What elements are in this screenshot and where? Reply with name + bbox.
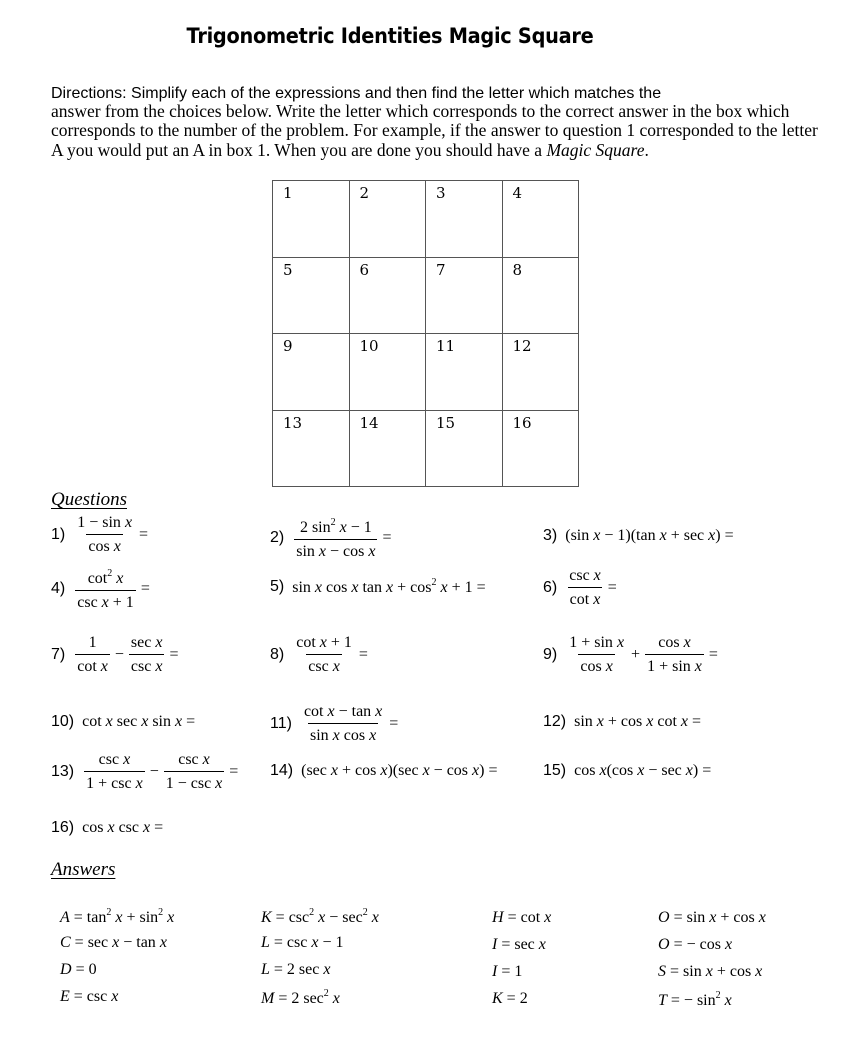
question-2: 2) $\frac{2 \sin^2 x - 1}{\text{sin x − cos x}}$ = [270, 517, 392, 560]
grid-cell-9[interactable]: 9 [273, 334, 350, 411]
grid-cell-2[interactable]: 2 [349, 181, 426, 258]
question-10: 10) cot x sec x sin x = [51, 713, 196, 730]
questions-heading: Questions [51, 489, 127, 510]
grid-cell-16[interactable]: 16 [502, 410, 579, 487]
grid-cell-15[interactable]: 15 [426, 410, 503, 487]
answer-E: E = csc x [60, 988, 119, 1005]
question-13: 13) $\frac{\text{csc x}}{\text{1 + csc x}}$ − $\frac{\text{csc x}}{\text{1 − csc x}}$ = [51, 751, 239, 792]
answer-D: D = 0 [60, 961, 97, 978]
grid-cell-3[interactable]: 3 [426, 181, 503, 258]
magic-square-grid [272, 180, 579, 487]
answer-I1: I = sec x [492, 936, 546, 953]
answer-L1: L = csc x − 1 [261, 934, 344, 951]
directions-text: answer from the choices below. Write the letter which corresponds to the correct answer in the box which corresponds to the number of the problem. For example, if the answer to question 1 corresponded to the letter A you would put an A in box 1. When you are done you should have a Magic Square. [51, 101, 818, 160]
answer-C: C = sec x − tan x [60, 934, 167, 951]
grid-cell-7[interactable]: 7 [426, 257, 503, 334]
answer-S: S = sin x + cos x [658, 963, 763, 980]
answer-K1: $K = \csc^2 x - \sec^2 x$ [261, 907, 379, 926]
question-5: 5) sin x cos x $\tan x + \cos^2 x + 1$ = [270, 577, 486, 596]
fraction: $\frac{\text{1 − sin x}}{\text{cos x}}$ [77, 514, 133, 555]
directions-first-line: Directions: Simplify each of the expressions and then find the letter which matches the [51, 85, 662, 102]
directions-emphasis: Magic Square [546, 139, 645, 160]
answer-L2: L = 2 sec x [261, 961, 331, 978]
page-title: Trigonometric Identities Magic Square [186, 24, 594, 48]
grid-cell-11[interactable]: 11 [426, 334, 503, 411]
grid-cell-14[interactable]: 14 [349, 410, 426, 487]
answer-A: $A = \tan^2 x + \sin^2 x$ [60, 907, 175, 926]
grid-cell-12[interactable]: 12 [502, 334, 579, 411]
question-1: 1) $\frac{\text{1 − sin x}}{\text{cos x}}$ = [51, 514, 149, 555]
question-8: 8) $\frac{\text{cot x + 1}}{\text{csc x}}$ = [270, 634, 368, 675]
grid-cell-5[interactable]: 5 [273, 257, 350, 334]
grid-cell-10[interactable]: 10 [349, 334, 426, 411]
answer-O1: O = sin x + cos x [658, 909, 766, 926]
directions-body: answer from the choices below. Write the letter which corresponds to the correct answer in the box which corresponds to the number of the problem. For example, if the answer to question 1 corresponded to the letter A you would put an A in box 1. When you are done you should have a [51, 101, 818, 160]
question-12: 12) sin x + cos x cot x = [543, 713, 702, 730]
grid-cell-8[interactable]: 8 [502, 257, 579, 334]
question-4: 4) $\frac{\cot^2 x}{\text{csc x + 1}}$ = [51, 568, 150, 611]
answer-H: H = cot x [492, 909, 552, 926]
answer-I2: I = 1 [492, 963, 523, 980]
question-14: 14) (sec x + cos x)(sec x − cos x) = [270, 762, 498, 779]
grid-cell-4[interactable]: 4 [502, 181, 579, 258]
question-6: 6) $\frac{\text{csc x}}{\text{cot x}}$ = [543, 567, 617, 608]
question-16: 16) cos x csc x = [51, 819, 164, 836]
answers-heading: Answers [51, 859, 116, 880]
question-7: 7) $\frac{1}{\text{cot x}}$ − $\frac{\text{sec x}}{\text{csc x}}$ = [51, 634, 179, 675]
answer-K2: K = 2 [492, 990, 528, 1007]
answer-M: M = 2 $\sec^2 x$ [261, 988, 340, 1007]
answer-O2: O = − cos x [658, 936, 733, 953]
grid-cell-13[interactable]: 13 [273, 410, 350, 487]
question-11: 11) $\frac{\text{cot x − tan x}}{\text{sin x cos x}}$ = [270, 703, 399, 744]
grid-cell-1[interactable]: 1 [273, 181, 350, 258]
grid-cell-6[interactable]: 6 [349, 257, 426, 334]
question-15: 15) cos x(cos x − sec x) = [543, 762, 712, 779]
answer-T: T = − $\sin^2 x$ [658, 990, 732, 1009]
question-9: 9) $\frac{\text{1 + sin x}}{\text{cos x}}$ + $\frac{\text{cos x}}{\text{1 + sin x}}$ = [543, 634, 718, 675]
question-3: 3) (sin x − 1)(tan x + sec x) = [543, 527, 734, 544]
